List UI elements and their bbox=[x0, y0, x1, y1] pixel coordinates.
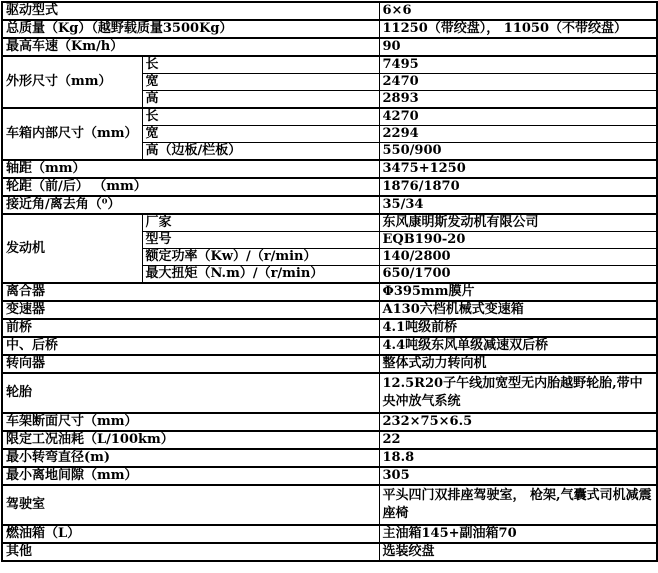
table-row bbox=[2, 467, 657, 485]
spec-value: 140/2800 bbox=[379, 249, 657, 266]
table-row bbox=[2, 196, 657, 214]
table-row bbox=[2, 56, 657, 74]
spec-label: 离合器 bbox=[2, 283, 379, 301]
spec-label: 中、后桥 bbox=[2, 337, 379, 355]
spec-value: 平头四门双排座驾驶室， 枪架,气囊式司机减震座椅 bbox=[379, 485, 657, 525]
spec-label: 前桥 bbox=[2, 319, 379, 337]
spec-sub-label: 宽 bbox=[142, 74, 379, 91]
spec-label: 最小转弯直径(m) bbox=[2, 449, 379, 467]
spec-label: 驱动型式 bbox=[2, 2, 379, 20]
table-row bbox=[2, 337, 657, 355]
table-row bbox=[2, 301, 657, 319]
spec-label: 最小离地间隙（mm） bbox=[2, 467, 379, 485]
spec-value: 2893 bbox=[379, 91, 657, 109]
spec-sub-label: 最大扭矩（N.m）/（r/min） bbox=[142, 266, 379, 284]
spec-group-label: 发动机 bbox=[2, 214, 142, 283]
spec-label: 最高车速（Km/h） bbox=[2, 38, 379, 56]
table-row bbox=[2, 214, 657, 232]
spec-value: 18.8 bbox=[379, 449, 657, 467]
table-row bbox=[2, 449, 657, 467]
spec-table-body bbox=[2, 2, 657, 561]
spec-value: 650/1700 bbox=[379, 266, 657, 284]
spec-value: 6×6 bbox=[379, 2, 657, 20]
table-row bbox=[2, 160, 657, 178]
spec-value: 4.4吨级东风单级减速双后桥 bbox=[379, 337, 657, 355]
table-row bbox=[2, 319, 657, 337]
spec-value: 232×75×6.5 bbox=[379, 413, 657, 431]
spec-sub-label: 长 bbox=[142, 108, 379, 126]
table-row bbox=[2, 108, 657, 126]
spec-sub-label: 高（边板/栏板） bbox=[142, 143, 379, 161]
spec-value: 305 bbox=[379, 467, 657, 485]
spec-value: 11250（带绞盘）， 11050（不带绞盘） bbox=[379, 20, 657, 38]
spec-label: 变速器 bbox=[2, 301, 379, 319]
spec-label: 驾驶室 bbox=[2, 485, 379, 525]
table-row bbox=[2, 373, 657, 413]
table-row bbox=[2, 431, 657, 449]
spec-value: 35/34 bbox=[379, 196, 657, 214]
spec-value: 2294 bbox=[379, 126, 657, 143]
spec-value: 4270 bbox=[379, 108, 657, 126]
spec-sub-label: 长 bbox=[142, 56, 379, 74]
table-row bbox=[2, 178, 657, 196]
spec-value: A130六档机械式变速箱 bbox=[379, 301, 657, 319]
spec-label: 燃油箱（L） bbox=[2, 525, 379, 543]
table-row bbox=[2, 38, 657, 56]
table-row bbox=[2, 283, 657, 301]
spec-label: 其他 bbox=[2, 543, 379, 561]
spec-label: 总质量（Kg）（越野载质量3500Kg） bbox=[2, 20, 379, 38]
spec-value: 7495 bbox=[379, 56, 657, 74]
spec-value: EQB190-20 bbox=[379, 232, 657, 249]
spec-sub-label: 高 bbox=[142, 91, 379, 109]
spec-value: 主油箱145+副油箱70 bbox=[379, 525, 657, 543]
table-row bbox=[2, 413, 657, 431]
spec-value: 12.5R20子午线加宽型无内胎越野轮胎,带中央冲放气系统 bbox=[379, 373, 657, 413]
spec-group-label: 外形尺寸（mm） bbox=[2, 56, 142, 108]
spec-group-label: 车箱内部尺寸（mm） bbox=[2, 108, 142, 160]
spec-sub-label: 型号 bbox=[142, 232, 379, 249]
spec-value: 550/900 bbox=[379, 143, 657, 161]
table-row bbox=[2, 20, 657, 38]
spec-value: 东风康明斯发动机有限公司 bbox=[379, 214, 657, 232]
spec-value: Φ395mm膜片 bbox=[379, 283, 657, 301]
table-row bbox=[2, 543, 657, 561]
spec-label: 轮胎 bbox=[2, 373, 379, 413]
spec-value: 选装绞盘 bbox=[379, 543, 657, 561]
vehicle-spec-table bbox=[1, 1, 658, 562]
spec-value: 2470 bbox=[379, 74, 657, 91]
spec-value: 整体式动力转向机 bbox=[379, 355, 657, 373]
spec-label: 限定工况油耗（L/100km） bbox=[2, 431, 379, 449]
spec-value: 22 bbox=[379, 431, 657, 449]
spec-label: 转向器 bbox=[2, 355, 379, 373]
table-row bbox=[2, 2, 657, 20]
spec-value: 1876/1870 bbox=[379, 178, 657, 196]
spec-label: 轴距（mm） bbox=[2, 160, 379, 178]
spec-label: 车架断面尺寸（mm） bbox=[2, 413, 379, 431]
spec-label: 轮距（前/后） （mm） bbox=[2, 178, 379, 196]
spec-sub-label: 厂家 bbox=[142, 214, 379, 232]
table-row bbox=[2, 525, 657, 543]
spec-value: 3475+1250 bbox=[379, 160, 657, 178]
table-row bbox=[2, 485, 657, 525]
spec-value: 4.1吨级前桥 bbox=[379, 319, 657, 337]
spec-sub-label: 额定功率（Kw）/（r/min） bbox=[142, 249, 379, 266]
table-row bbox=[2, 355, 657, 373]
spec-sub-label: 宽 bbox=[142, 126, 379, 143]
spec-value: 90 bbox=[379, 38, 657, 56]
spec-label: 接近角/离去角（⁰） bbox=[2, 196, 379, 214]
